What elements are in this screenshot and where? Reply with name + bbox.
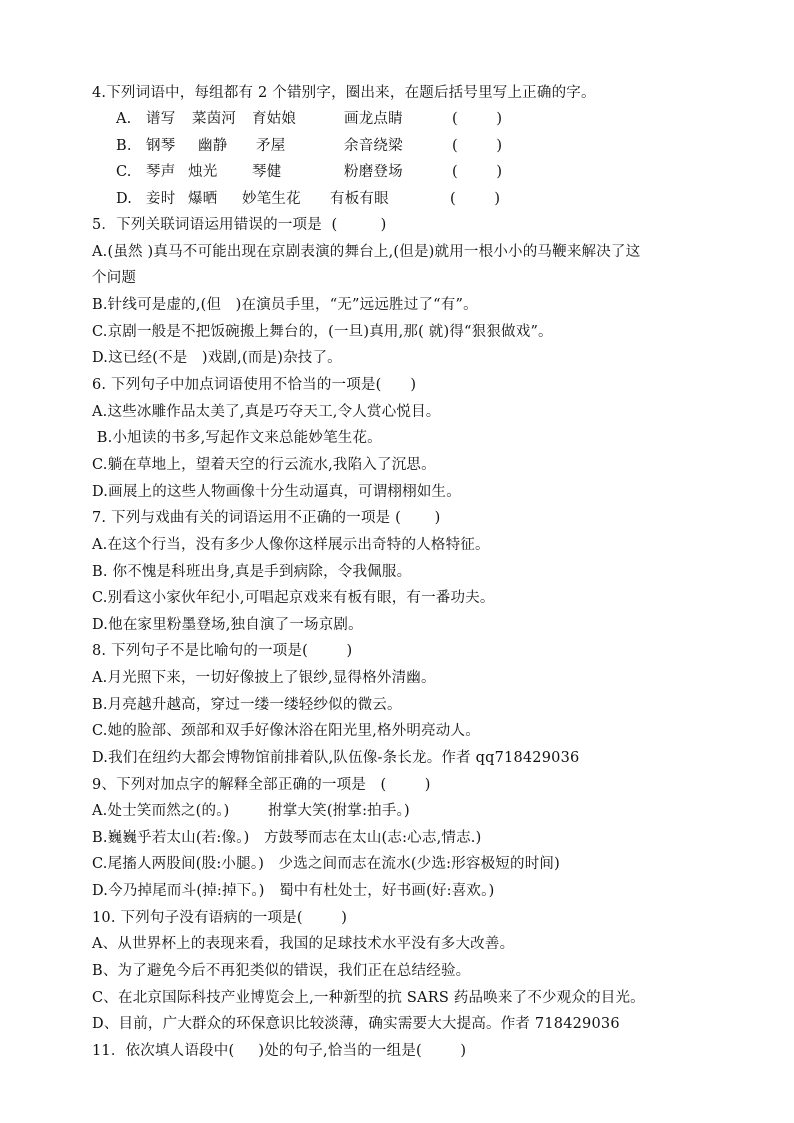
q6-option-a: A.这些冰雕作品太美了,真是巧夺天工,令人赏心悦目。: [92, 404, 441, 420]
q9-option-d: D.今乃掉尾而斗(掉:掉下。) 蜀中有杜处士，好书画(好:喜欢。): [92, 883, 495, 899]
q5-option-c: C.京剧一般是不把饭碗搬上舞台的，(一旦)真用,那( 就)得“狠狠做戏”。: [92, 324, 553, 340]
q4-option-d: [116, 189, 500, 209]
q11-stem: 11．依次填人语段中( )处的句子,恰当的一组是( ): [92, 1043, 467, 1059]
q8-option-a: A.月光照下来，一切好像披上了银纱,显得格外清幽。: [92, 670, 436, 686]
q10-option-d: D、目前，广大群众的环保意识比较淡薄，确实需要大大提高。作者 718429036: [92, 1016, 620, 1032]
q5-option-a-cont: 个问题: [92, 270, 137, 286]
word-1: 谱写: [146, 111, 176, 127]
word-3: 琴健: [252, 164, 282, 180]
answer-parens: ( ): [452, 111, 503, 127]
word-3: 育姑娘: [252, 111, 297, 127]
q4-option-b: [116, 136, 502, 156]
word-4: 粉磨登场: [344, 164, 403, 180]
word-2: 幽静: [198, 138, 228, 154]
answer-parens: ( ): [452, 164, 503, 180]
q5-option-d: D.这已经(不是 )戏剧,(而是)杂技了。: [92, 350, 342, 366]
word-1: 妾时: [146, 191, 176, 207]
option-letter: A.: [116, 111, 132, 127]
word-3: 矛屋: [256, 138, 286, 154]
q8-stem: 8. 下列句子不是比喻句的一项是( ): [92, 643, 353, 659]
q9-option-a: A.处士笑而然之(的。) 拊掌大笑(拊掌:拍手。): [92, 803, 410, 819]
answer-parens: ( ): [450, 191, 501, 207]
q7-option-b: B. 你不愧是科班出身,真是手到病除，令我佩服。: [92, 564, 412, 580]
q7-option-a: A.在这个行当，没有多少人像你这样展示出奇特的人格特征。: [92, 537, 490, 553]
option-letter: D.: [116, 191, 133, 207]
answer-parens: ( ): [452, 138, 503, 154]
q7-option-d: D.他在家里粉墨登场,独自演了一场京剧。: [92, 617, 363, 633]
word-1: 钢琴: [146, 138, 176, 154]
q10-option-b: B、为了避免今后不再犯类似的错误，我们正在总结经验。: [92, 963, 471, 979]
q5-option-b: B.针线可是虚的,(但 )在演员手里，“无”远远胜过了“有”。: [92, 297, 478, 313]
q10-option-c: C、在北京国际科技产业博览会上,一种新型的抗 SARS 药品唤来了不少观众的目光。: [92, 990, 645, 1006]
q5-option-a: A.(虽然 )真马不可能出现在京剧表演的舞台上,(但是)就用一根小小的马鞭来解决了这: [92, 244, 641, 260]
q9-stem: 9、下列对加点字的解释全部正确的一项是 ( ): [92, 777, 431, 793]
q8-option-b: B.月亮越升越高，穿过一缕一缕轻纱似的微云。: [92, 697, 402, 713]
q8-option-c: C.她的脸部、颈部和双手好像沐浴在阳光里,格外明亮动人。: [92, 723, 480, 739]
option-letter: C.: [116, 164, 132, 180]
q9-option-c: C.尾搐人两股间(股:小腿。) 少选之间而志在流水(少选:形容极短的时间): [92, 856, 560, 872]
word-4: 有板有眼: [330, 191, 389, 207]
word-4: 余音绕梁: [344, 138, 403, 154]
q7-stem: 7. 下列与戏曲有关的词语运用不正确的一项是 ( ): [92, 510, 441, 526]
word-1: 琴声: [146, 164, 176, 180]
q10-option-a: A、从世界杯上的表现来看，我国的足球技术水平没有多大改善。: [92, 936, 515, 952]
q6-option-d: D.画展上的这些人物画像十分生动逼真，可谓栩栩如生。: [92, 484, 461, 500]
word-4: 画龙点睛: [344, 111, 403, 127]
q5-stem: 5．下列关联词语运用错误的一项是 ( ): [92, 217, 387, 233]
q8-option-d: D.我们在纽约大都会博物馆前排着队,队伍像-条长龙。作者 qq718429036: [92, 750, 580, 766]
word-2: 爆晒: [188, 191, 218, 207]
q4-stem: 4.下列词语中，每组都有 2 个错别字，圈出来，在题后括号里写上正确的字。: [92, 85, 596, 101]
word-2: 菜茵河: [192, 111, 237, 127]
q4-option-c: [116, 162, 502, 182]
word-3: 妙笔生花: [242, 191, 301, 207]
q6-option-c: C.躺在草地上，望着天空的行云流水,我陷入了沉思。: [92, 457, 436, 473]
option-letter: B.: [116, 138, 132, 154]
q7-option-c: C.别看这小家伙年纪小,可唱起京戏来有板有眼，有一番功夫。: [92, 590, 495, 606]
q6-stem: 6. 下列句子中加点词语使用不恰当的一项是( ): [92, 377, 417, 393]
q4-option-a: [116, 109, 502, 129]
q6-option-b: B.小旭读的书多,写起作文来总能妙笔生花。: [92, 430, 382, 446]
q10-stem: 10. 下列句子没有语病的一项是( ): [92, 910, 348, 926]
q9-option-b: B.巍巍乎若太山(若:像。) 方鼓琴而志在太山(志:心志,情志.): [92, 830, 482, 846]
word-2: 烛光: [188, 164, 218, 180]
